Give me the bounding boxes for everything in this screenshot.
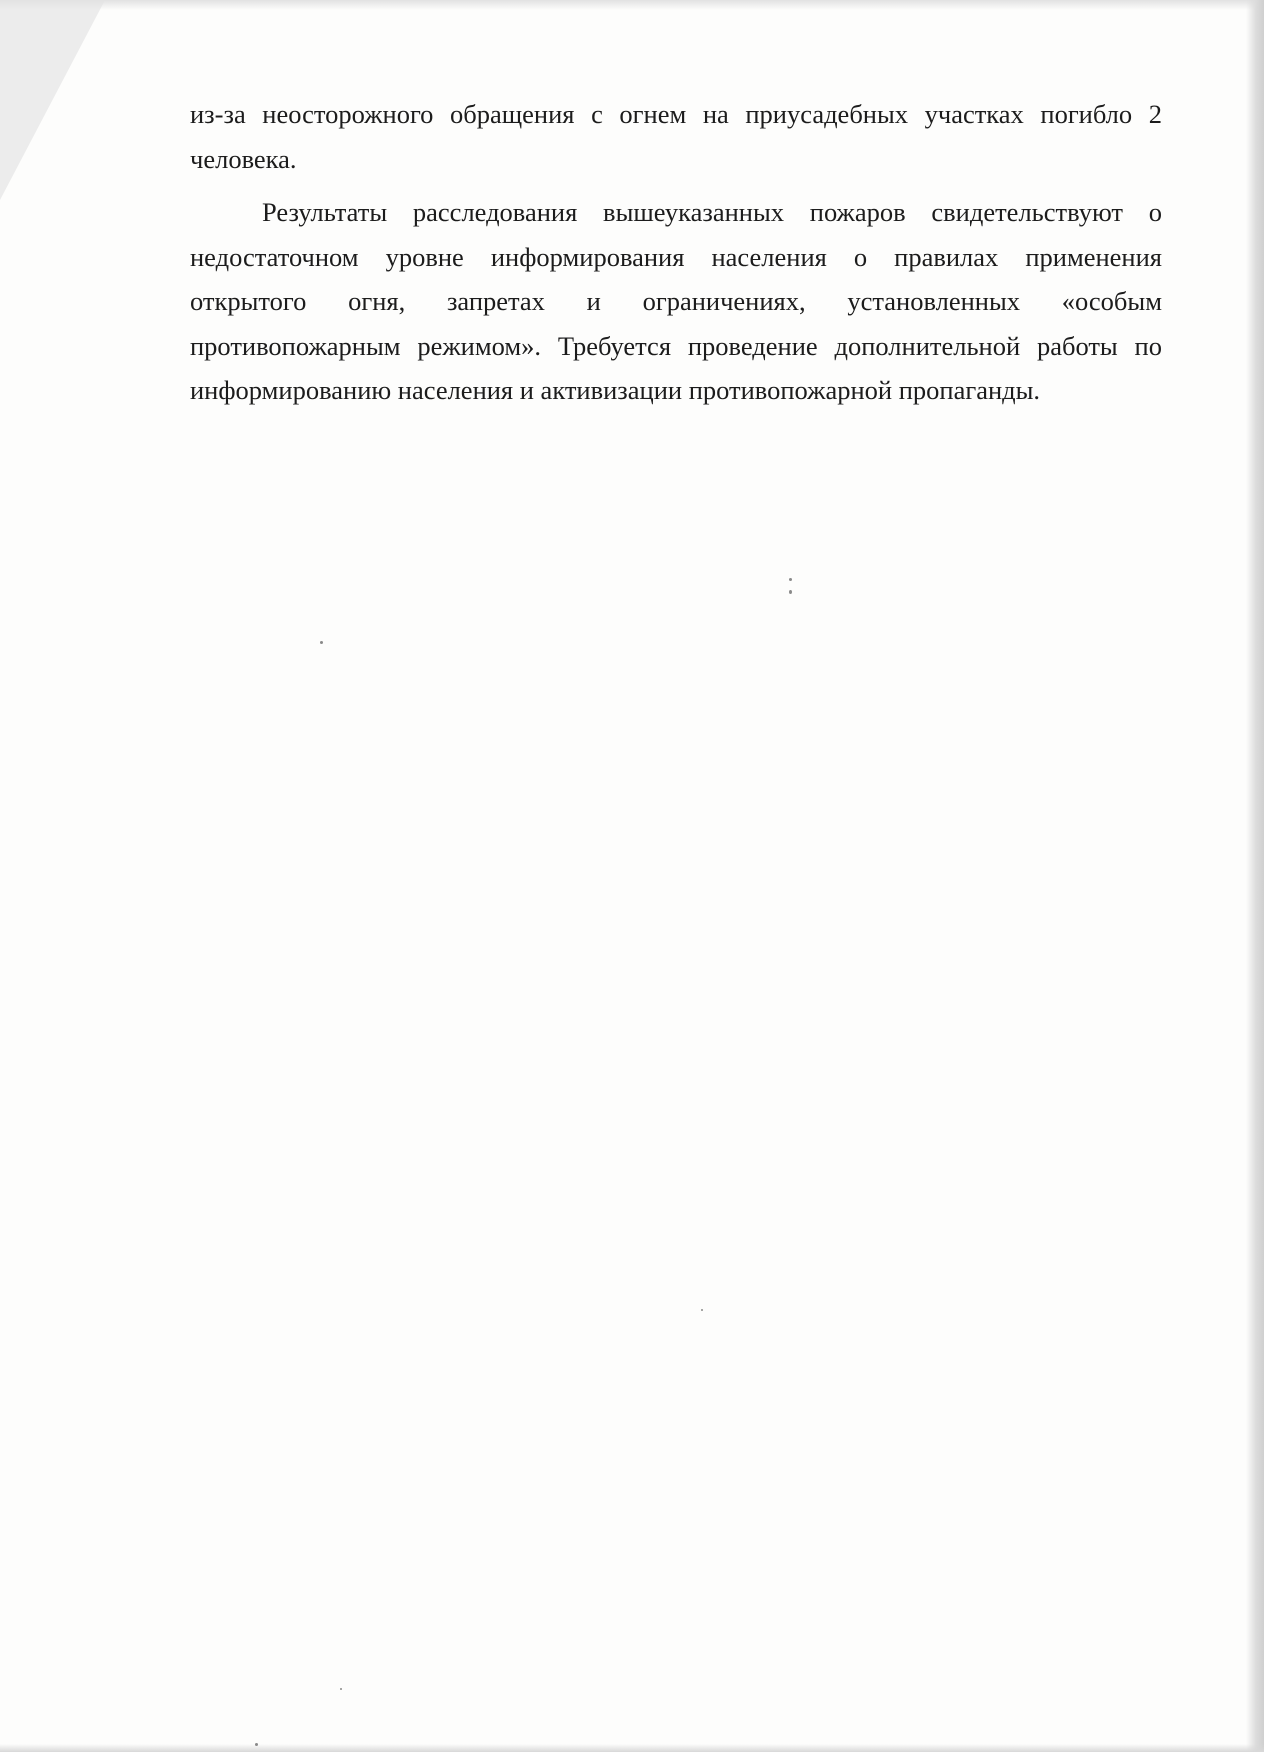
paragraph-casualties: из-за неосторожного обращения с огнем на приусадебных участках погибло 2 человека. — [190, 99, 1162, 174]
scan-bottom-edge — [0, 1744, 1264, 1752]
document-body — [190, 92, 1162, 413]
scan-speck — [340, 1688, 342, 1690]
scan-speck — [255, 1743, 258, 1746]
scan-speck — [701, 1309, 703, 1311]
scan-speck — [320, 641, 323, 644]
paragraph-investigation-results: Результаты расследования вышеуказанных пожаров свидетельствуют о недостаточном уровне информирования населения о правилах применения открытого огня, запретах и ограничениях, установленных «особым противопожарным режимом». Требуется проведение дополнительной работы по информированию населения и активизации противопожарной пропаганды. — [190, 197, 1162, 405]
scan-speck — [789, 578, 792, 581]
folded-corner — [0, 0, 105, 200]
scan-right-edge — [1246, 0, 1264, 1752]
scan-top-shadow — [0, 0, 1264, 10]
scan-speck — [789, 590, 792, 594]
